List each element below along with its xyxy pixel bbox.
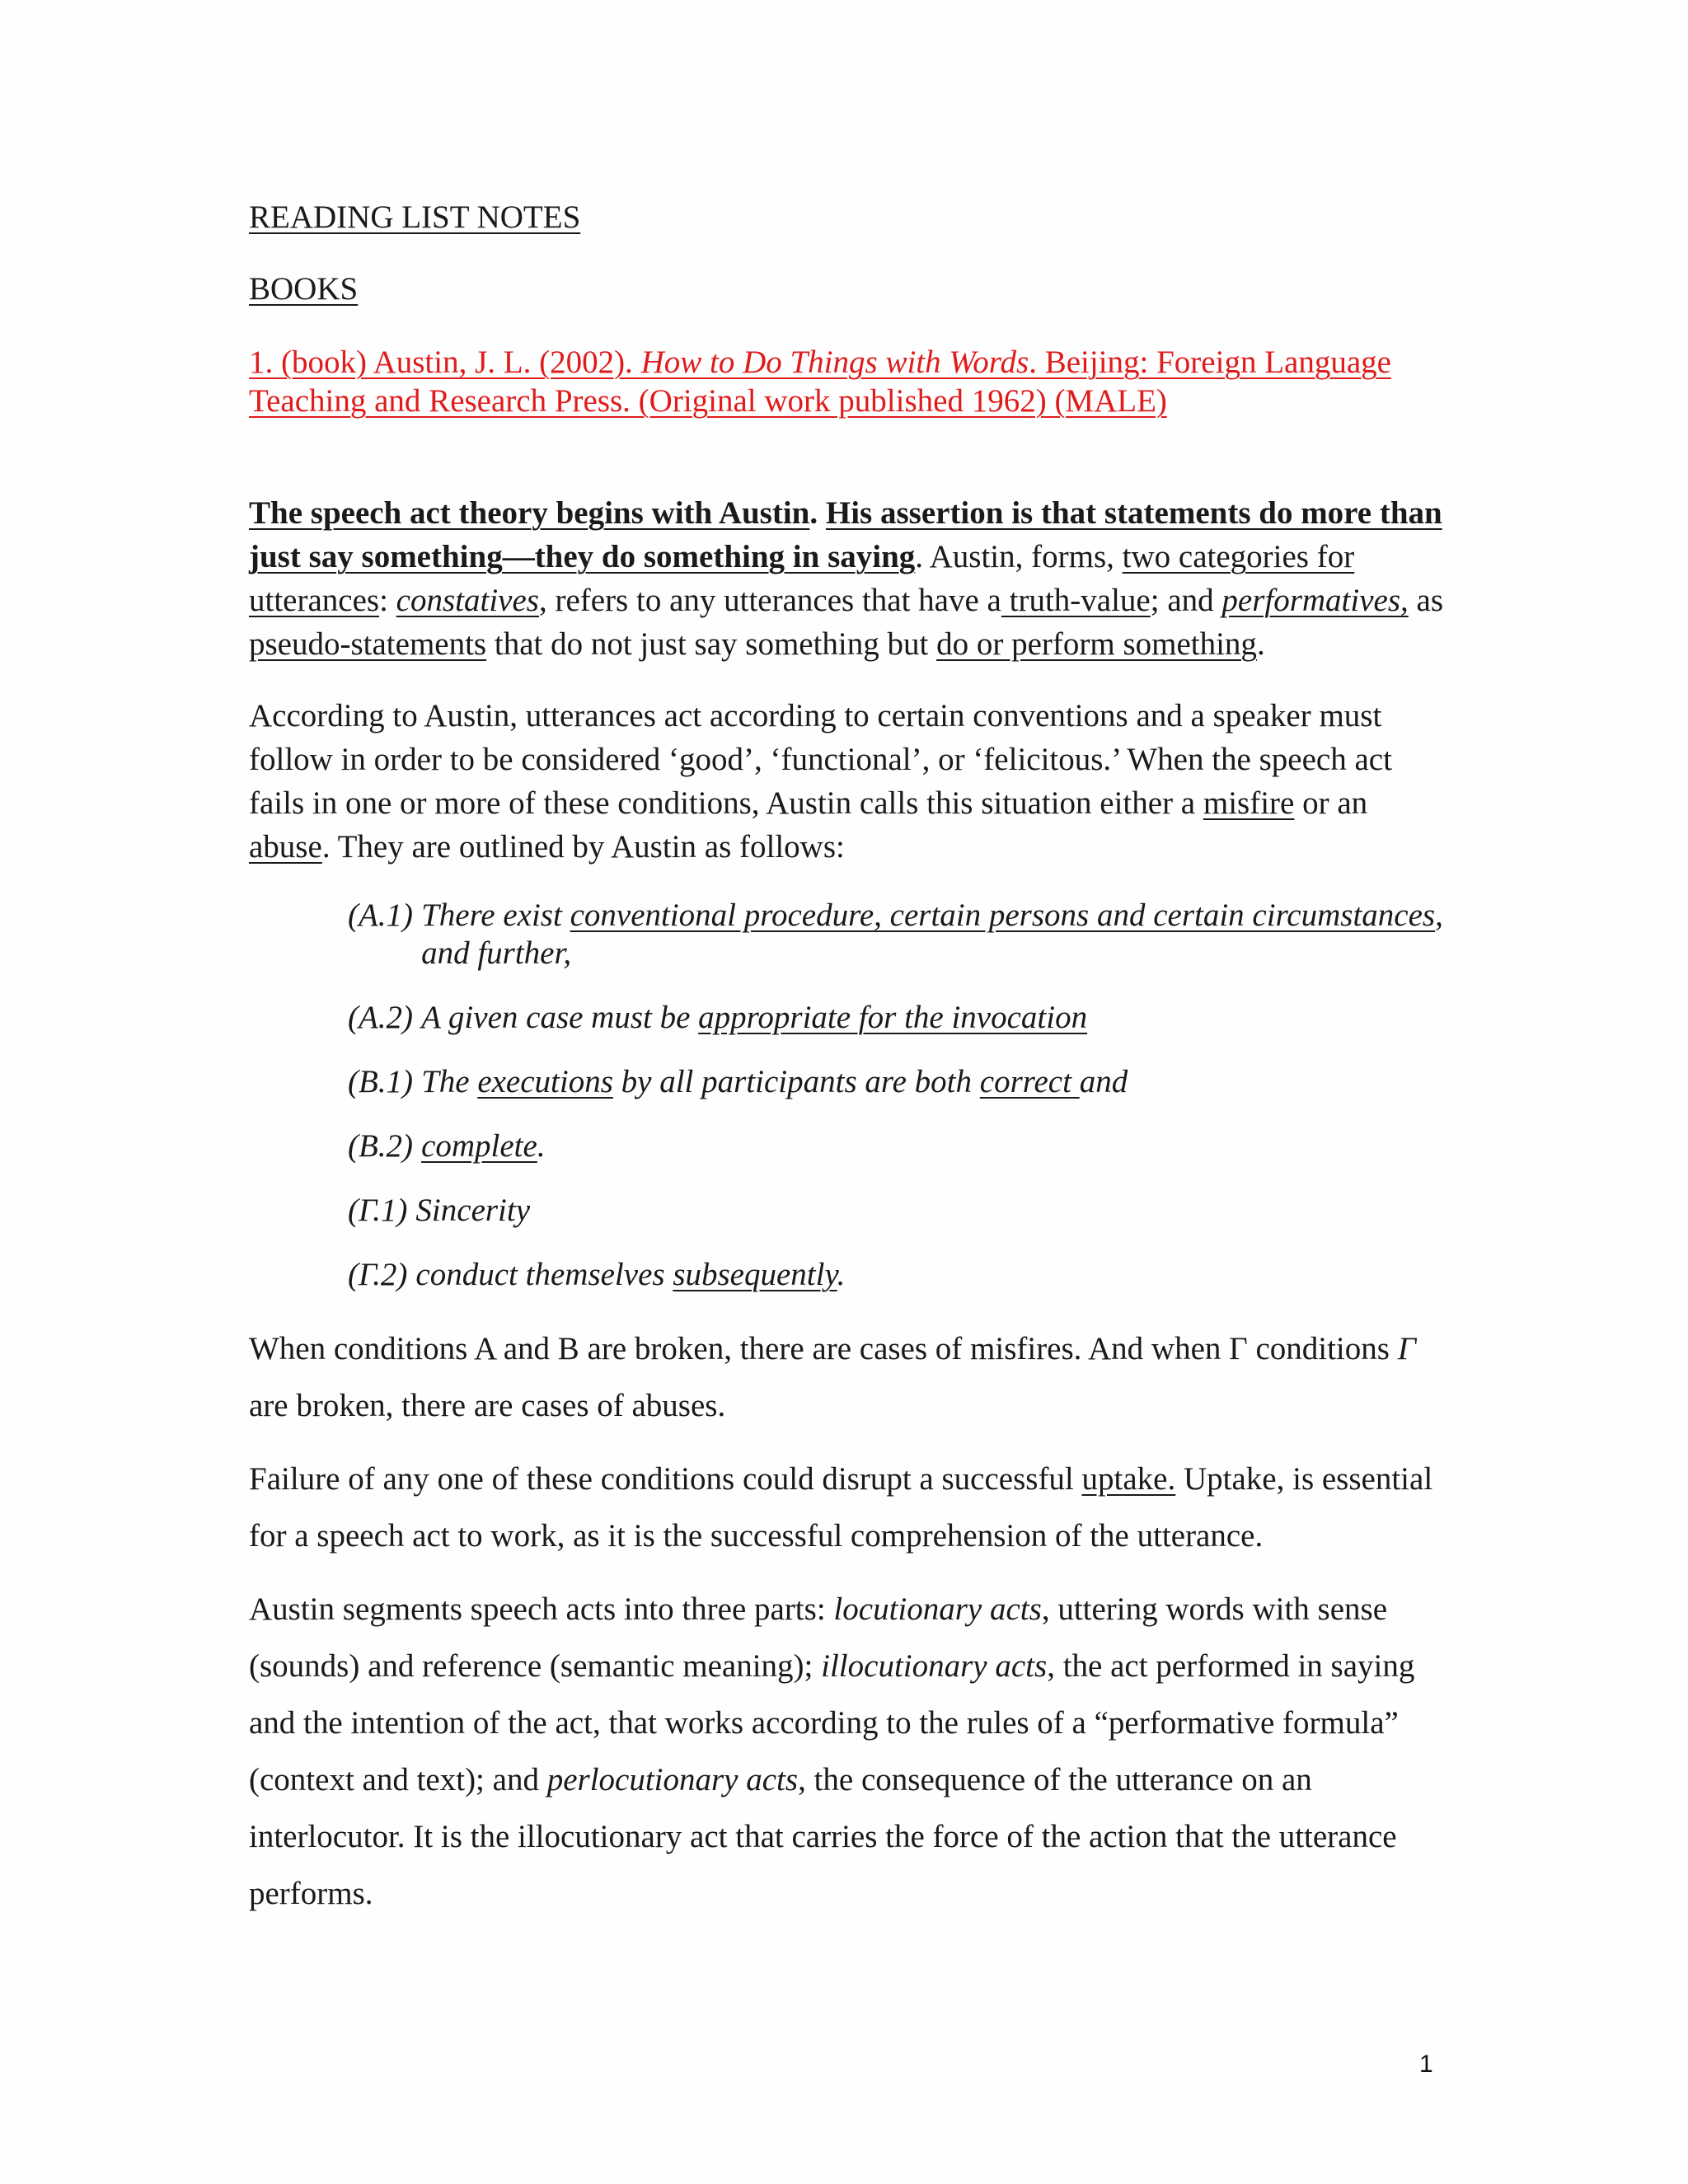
- text-run: . They are outlined by Austin as follows:: [321, 829, 845, 865]
- condition-g2: [348, 1256, 1452, 1294]
- page-number: 1: [1419, 2050, 1433, 2078]
- text-run: Austin segments speech acts into three parts:: [249, 1591, 834, 1627]
- term-do-or-perform: do or perform something: [936, 626, 1257, 662]
- text-run: and: [1079, 1064, 1128, 1099]
- underlined-term: correct: [979, 1064, 1080, 1099]
- text-run: , the consequence of the utterance on an interlocutor. It is the illocutionary act that carries the force of the action that the utterance performs.: [249, 1762, 1397, 1911]
- condition-number: (A.1): [348, 898, 414, 933]
- text-run: When conditions A and B are broken, there are cases of misfires. And when Γ conditions: [249, 1331, 1398, 1366]
- condition-text: [421, 1127, 1452, 1165]
- text-run: Sincerity: [415, 1193, 531, 1228]
- citation-prefix: 1. (book) Austin, J. L. (2002).: [249, 344, 641, 380]
- underlined-term: complete: [421, 1128, 537, 1164]
- condition-a1: [348, 897, 1452, 972]
- term-uptake: uptake.: [1081, 1461, 1176, 1497]
- term-pseudo-statements: pseudo-statements: [249, 626, 487, 662]
- condition-text: [415, 1192, 1452, 1230]
- paragraph-uptake: [249, 1451, 1452, 1564]
- condition-number: (B.1): [348, 1064, 414, 1099]
- text-run: , and further,: [421, 898, 1443, 971]
- term-illocutionary: illocutionary acts: [821, 1648, 1048, 1684]
- underlined-term: conventional procedure, certain persons and certain circumstances: [570, 898, 1436, 933]
- condition-b2: [348, 1127, 1452, 1165]
- term-two-categories: two categories for utterances: [249, 539, 1355, 618]
- underlined-term: appropriate for the invocation: [698, 1000, 1088, 1035]
- term-misfire: misfire: [1203, 785, 1295, 821]
- text-run: Uptake, is essential for a speech act to work, as it is the successful comprehension of the utterance.: [249, 1461, 1433, 1554]
- underlined-term: subsequently: [673, 1257, 837, 1292]
- bold-claim-2: His assertion is that statements do more than just say something—they do something in saying: [249, 495, 1442, 574]
- document-body: [249, 196, 1452, 1938]
- text-run: .: [837, 1257, 846, 1292]
- term-perlocutionary: perlocutionary acts: [546, 1762, 799, 1797]
- text-run: , refers to any utterances that have a: [538, 583, 1001, 618]
- term-abuse: abuse: [249, 829, 322, 865]
- document-title: READING LIST NOTES: [249, 199, 581, 235]
- paragraph-conventions: [249, 694, 1452, 869]
- paragraph-speech-act-intro: [249, 491, 1452, 666]
- text-run: , the act performed in saying and the intention of the act, that works according to the rules of a “performative formula” (context and text); and: [249, 1648, 1415, 1797]
- condition-number: (Γ.2): [348, 1257, 408, 1292]
- condition-a2: [348, 999, 1452, 1037]
- term-performatives: performatives,: [1221, 583, 1409, 618]
- condition-text: [415, 1256, 1452, 1294]
- citation-book-title: How to Do Things with Words: [640, 344, 1029, 380]
- term-locutionary: locutionary acts: [833, 1591, 1042, 1627]
- condition-text: [421, 1063, 1452, 1101]
- text-run: that do not just say something but: [486, 626, 937, 662]
- text-run: . Austin, forms,: [915, 539, 1123, 574]
- text-run: are broken, there are cases of abuses.: [249, 1388, 726, 1423]
- section-heading: BOOKS: [249, 271, 359, 307]
- text-run: The: [421, 1064, 478, 1099]
- text-run: .: [1256, 626, 1265, 662]
- condition-number: (Γ.1): [348, 1193, 408, 1228]
- text-run: There exist: [421, 898, 570, 933]
- text-run: According to Austin, utterances act according to certain conventions and a speaker must follow in order to be considered ‘good’, ‘functional’, or ‘felicitous.’ When the speech act fails in one or more of these conditions, Austin calls this situation either a: [249, 698, 1392, 821]
- bold-claim-1: The speech act theory begins with Austin: [249, 495, 810, 531]
- condition-number: (B.2): [348, 1128, 414, 1164]
- condition-g1: [348, 1192, 1452, 1230]
- paragraph-speech-act-parts: [249, 1581, 1452, 1922]
- condition-b1: [348, 1063, 1452, 1101]
- condition-text: [421, 897, 1452, 972]
- term-constatives: constatives: [396, 583, 539, 618]
- bold-sep: .: [809, 495, 826, 531]
- paragraph-misfires-abuses: [249, 1320, 1452, 1434]
- text-run: Failure of any one of these conditions could disrupt a successful: [249, 1461, 1082, 1497]
- term-truth-value: truth-value: [1001, 583, 1151, 618]
- condition-text: [421, 999, 1452, 1037]
- underlined-term: executions: [477, 1064, 613, 1099]
- text-run: or an: [1294, 785, 1368, 821]
- text-run: , uttering words with sense (sounds) and reference (semantic meaning);: [249, 1591, 1388, 1684]
- citation-rest: . Beijing: Foreign Language Teaching and Research Press. (Original work published 1962) (MALE): [249, 344, 1391, 419]
- text-run: A given case must be: [421, 1000, 699, 1035]
- text-run: ; and: [1150, 583, 1222, 618]
- gamma-symbol: Γ: [1397, 1331, 1416, 1366]
- text-run: as: [1408, 583, 1444, 618]
- felicity-conditions-list: [348, 897, 1452, 1294]
- text-run: :: [379, 583, 396, 618]
- text-run: .: [537, 1128, 546, 1164]
- text-run: conduct themselves: [415, 1257, 673, 1292]
- text-run: by all participants are both: [612, 1064, 980, 1099]
- book-citation: [249, 343, 1452, 420]
- condition-number: (A.2): [348, 1000, 414, 1035]
